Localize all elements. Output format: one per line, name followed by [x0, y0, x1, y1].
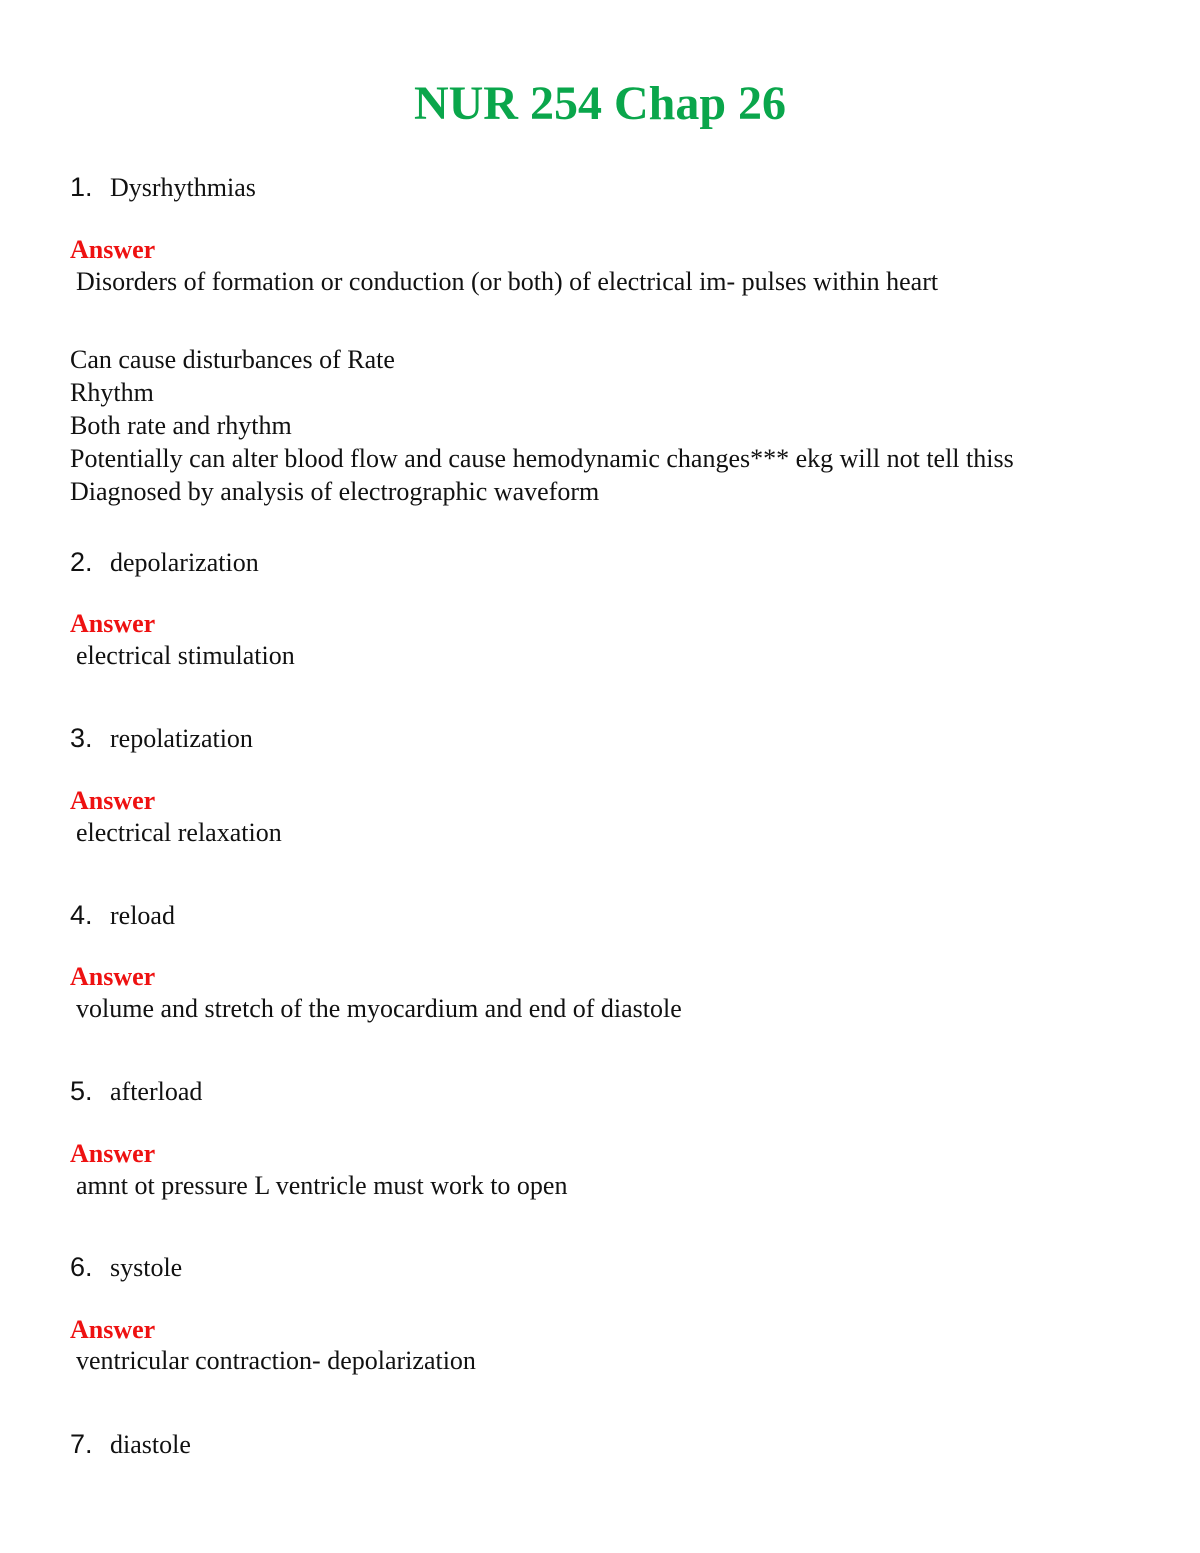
answer-text: Disorders of formation or conduction (or both) of electrical im- pulses within heart — [76, 267, 939, 296]
question-number: 3. — [70, 723, 93, 753]
answer-text: volume and stretch of the myocardium and end of diastole — [76, 994, 682, 1023]
question-number: 1. — [70, 172, 93, 202]
note-line: Potentially can alter blood flow and cause hemodynamic changes*** ekg will not tell thiss — [70, 444, 1014, 473]
question-term: reload — [110, 901, 175, 930]
note-line: Diagnosed by analysis of electrographic waveform — [70, 477, 600, 506]
answer-text: amnt ot pressure L ventricle must work to open — [76, 1171, 568, 1200]
question-term: depolarization — [110, 548, 259, 577]
note-line: Can cause disturbances of Rate — [70, 345, 395, 374]
answer-label: Answer — [70, 786, 156, 815]
question-1 — [70, 172, 256, 203]
answer-text: electrical relaxation — [76, 818, 282, 847]
question-number: 6. — [70, 1252, 93, 1282]
note-line: Rhythm — [70, 378, 154, 407]
answer-label: Answer — [70, 235, 156, 264]
question-2 — [70, 547, 259, 578]
answer-text: electrical stimulation — [76, 641, 295, 670]
answer-label: Answer — [70, 1315, 156, 1344]
question-term: diastole — [110, 1430, 191, 1459]
question-term: repolatization — [110, 724, 253, 753]
note-line: Both rate and rhythm — [70, 411, 292, 440]
page-title: NUR 254 Chap 26 — [413, 77, 787, 130]
answer-notes — [70, 343, 1014, 508]
question-3 — [70, 723, 253, 754]
question-number: 5. — [70, 1076, 93, 1106]
answer-text: ventricular contraction- depolarization — [76, 1346, 476, 1375]
question-6 — [70, 1252, 182, 1283]
answer-label: Answer — [70, 1139, 156, 1168]
question-term: afterload — [110, 1077, 203, 1106]
question-7 — [70, 1429, 191, 1460]
question-number: 4. — [70, 900, 93, 930]
question-term: systole — [110, 1253, 183, 1282]
question-5 — [70, 1076, 202, 1107]
question-number: 7. — [70, 1429, 93, 1459]
answer-label: Answer — [70, 962, 156, 991]
question-term: Dysrhythmias — [110, 173, 256, 202]
question-number: 2. — [70, 547, 93, 577]
question-4 — [70, 900, 175, 931]
answer-label: Answer — [70, 609, 156, 638]
